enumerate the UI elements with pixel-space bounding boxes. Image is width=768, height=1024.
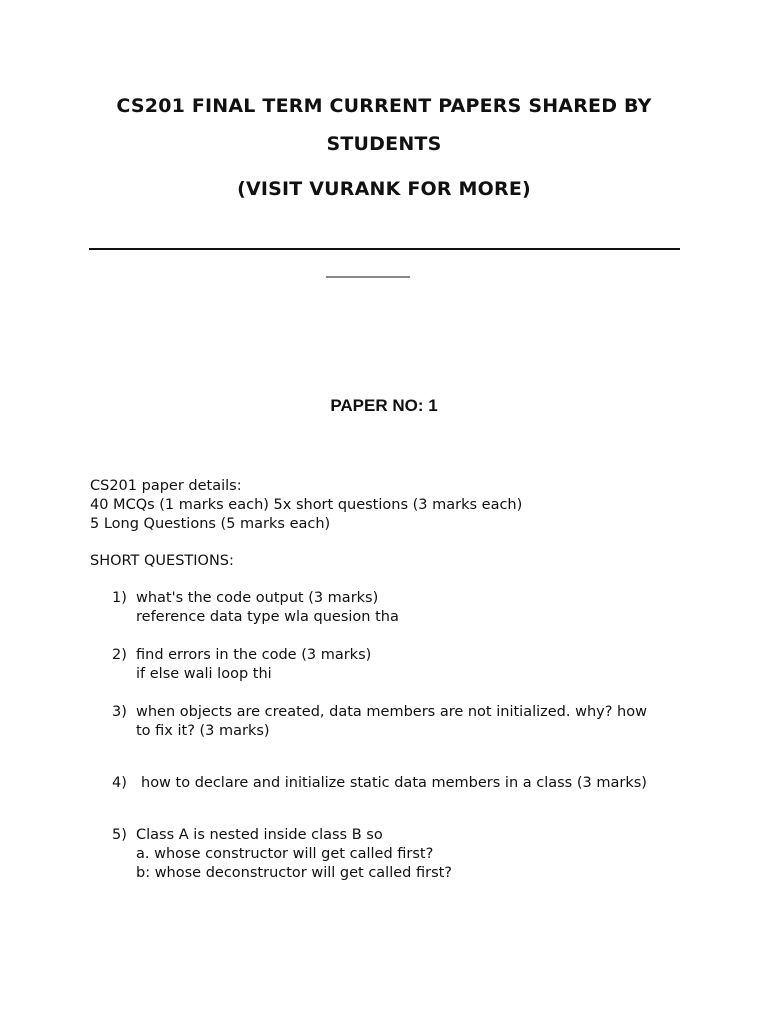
question-item	[112, 703, 647, 741]
separator-underline: ____________	[326, 262, 410, 278]
question-number: 4)	[112, 775, 127, 791]
question-item	[112, 646, 371, 684]
horizontal-rule	[89, 248, 680, 250]
question-number: 5)	[112, 827, 127, 843]
question-item	[112, 826, 452, 883]
question-item	[112, 589, 399, 627]
question-note: reference data type wla quesion tha	[136, 609, 399, 625]
question-text: Class A is nested inside class B so	[136, 827, 383, 843]
short-questions-heading: SHORT QUESTIONS:	[90, 553, 234, 569]
question-note: if else wali loop thi	[136, 666, 272, 682]
paper-number-heading: PAPER NO: 1	[330, 396, 438, 415]
question-text-continued: to fix it? (3 marks)	[136, 723, 270, 739]
question-subpart: b: whose deconstructor will get called first?	[136, 865, 453, 881]
question-text: how to declare and initialize static data members in a class (3 marks)	[141, 775, 647, 791]
question-number: 1)	[112, 590, 127, 606]
document-title-line-1: CS201 FINAL TERM CURRENT PAPERS SHARED BY	[116, 95, 652, 117]
paper-details-line: 40 MCQs (1 marks each) 5x short questions (3 marks each)	[90, 497, 523, 513]
question-text: when objects are created, data members are not initialized. why? how	[136, 704, 647, 720]
document-subtitle: (VISIT VURANK FOR MORE)	[237, 178, 531, 200]
paper-details-line: 5 Long Questions (5 marks each)	[90, 516, 331, 532]
question-text: find errors in the code (3 marks)	[136, 647, 372, 663]
question-subpart: a. whose constructor will get called first?	[136, 846, 434, 862]
paper-details-line: CS201 paper details:	[90, 478, 242, 494]
question-number: 2)	[112, 647, 127, 663]
question-item	[112, 774, 647, 793]
paper-details	[90, 477, 522, 534]
document-title-line-2: STUDENTS	[326, 133, 442, 155]
question-text: what's the code output (3 marks)	[136, 590, 379, 606]
question-number: 3)	[112, 704, 127, 720]
